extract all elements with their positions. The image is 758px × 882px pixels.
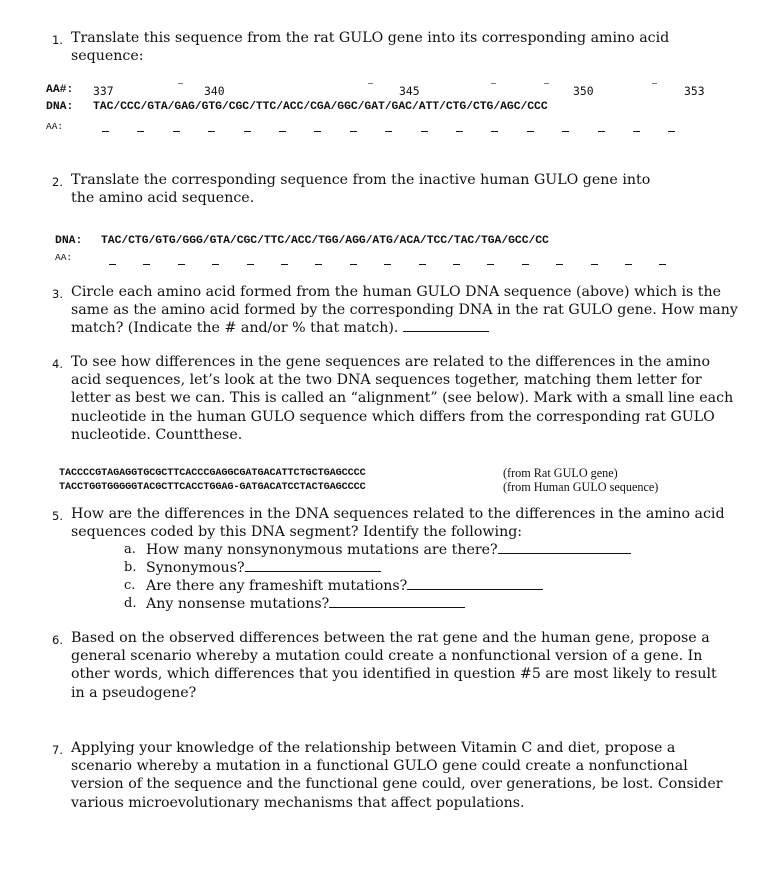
- amino-acid-answer-dash[interactable]: [668, 131, 675, 132]
- human-alignment-sequence[interactable]: TACCTGGTGGGGGTACGCTTCACCTGGAG-GATGACATCCTACTGAGCCCC: [59, 482, 366, 493]
- aa-number-350: 350: [573, 84, 594, 98]
- amino-acid-answer-dash[interactable]: [137, 131, 144, 132]
- question-7-line-3: version of the sequence and the functional gene could, over generations, be lost. Consider: [71, 776, 723, 793]
- question-1-line-1: Translate this sequence from the rat GULO gene into its corresponding amino acid: [71, 30, 670, 46]
- human-aa-label: AA:: [55, 252, 73, 263]
- question-4-line-1: To see how differences in the gene sequences are related to the differences in the amino: [71, 354, 710, 370]
- match-count-answer-blank[interactable]: [403, 319, 489, 332]
- question-1-line-2: sequence:: [71, 48, 144, 65]
- question-5c-text: Are there any frameshift mutations?: [146, 578, 408, 594]
- question-1-number: 1.: [52, 33, 63, 47]
- nonsense-answer-blank[interactable]: [329, 595, 465, 608]
- amino-acid-answer-dash[interactable]: [591, 264, 598, 265]
- question-2-number: 2.: [52, 175, 63, 189]
- rat-aa-label: AA:: [46, 121, 64, 132]
- amino-acid-answer-dash[interactable]: [281, 264, 288, 265]
- question-4-line-5: nucleotide. Countthese.: [71, 426, 243, 443]
- amino-acid-answer-dash[interactable]: [109, 264, 116, 265]
- amino-acid-answer-dash[interactable]: [102, 131, 109, 132]
- amino-acid-answer-dash[interactable]: [350, 264, 357, 265]
- amino-acid-answer-dash[interactable]: [598, 131, 605, 132]
- question-6-line-2: general scenario whereby a mutation could create a nonfunctional version of a gene. In: [71, 648, 703, 665]
- rat-alignment-sequence: TACCCCGTAGAGGTGCGCTTCACCCGAGGCGATGACATTCTGCTGAGCCCC: [59, 468, 366, 479]
- question-3-line-2: same as the amino acid formed by the corresponding DNA in the rat GULO gene. How many: [71, 302, 738, 319]
- rat-dna-label: DNA:: [46, 101, 74, 113]
- amino-acid-answer-dash[interactable]: [385, 131, 392, 132]
- position-tick: [491, 83, 496, 84]
- aa-number-337: 337: [93, 84, 114, 98]
- aa-number-353: 353: [684, 84, 705, 98]
- question-6-line-1: Based on the observed differences between the rat gene and the human gene, propose a: [71, 630, 710, 646]
- amino-acid-answer-dash[interactable]: [247, 264, 254, 265]
- question-5b-label: b.: [124, 560, 137, 575]
- question-5d-label: d.: [124, 596, 137, 611]
- amino-acid-answer-dash[interactable]: [314, 131, 321, 132]
- amino-acid-answer-dash[interactable]: [633, 131, 640, 132]
- aa-number-label: AA#:: [46, 84, 74, 96]
- human-dna-sequence: TAC/CTG/GTG/GGG/GTA/CGC/TTC/ACC/TGG/AGG/ATG/ACA/TCC/TAC/TGA/GCC/CC: [101, 235, 549, 247]
- question-2-line-1: Translate the corresponding sequence from the inactive human GULO gene into: [71, 172, 651, 188]
- amino-acid-answer-dash[interactable]: [421, 131, 428, 132]
- amino-acid-answer-dash[interactable]: [315, 264, 322, 265]
- position-tick: [368, 83, 373, 84]
- position-tick: [544, 83, 549, 84]
- amino-acid-answer-dash[interactable]: [556, 264, 563, 265]
- nonsynonymous-answer-blank[interactable]: [498, 541, 631, 554]
- question-7-line-4: various microevolutionary mechanisms that affect populations.: [71, 794, 525, 811]
- aa-number-345: 345: [399, 84, 420, 98]
- question-4-line-3: letter as best we can. This is called an “alignment” (see below). Mark with a small line each: [71, 390, 734, 407]
- position-tick: [652, 83, 657, 84]
- rat-dna-sequence: TAC/CCC/GTA/GAG/GTG/CGC/TTC/ACC/CGA/GGC/GAT/GAC/ATT/CTG/CTG/AGC/CCC: [93, 101, 548, 113]
- amino-acid-answer-dash[interactable]: [143, 264, 150, 265]
- amino-acid-answer-dash[interactable]: [173, 131, 180, 132]
- question-3-line-3: match? (Indicate the # and/or % that match).: [71, 320, 399, 337]
- amino-acid-answer-dash[interactable]: [659, 264, 666, 265]
- question-5c-label: c.: [124, 578, 136, 593]
- question-5a-text: How many nonsynonymous mutations are there?: [146, 542, 498, 558]
- amino-acid-answer-dash[interactable]: [212, 264, 219, 265]
- question-4-number: 4.: [52, 357, 63, 371]
- amino-acid-answer-dash[interactable]: [419, 264, 426, 265]
- question-7-line-1: Applying your knowledge of the relationship between Vitamin C and diet, propose a: [71, 740, 676, 756]
- question-2-line-2: the amino acid sequence.: [71, 190, 255, 207]
- question-6-line-4: in a pseudogene?: [71, 684, 197, 701]
- frameshift-answer-blank[interactable]: [407, 577, 543, 590]
- amino-acid-answer-dash[interactable]: [527, 131, 534, 132]
- human-alignment-source: (from Human GULO sequence): [503, 480, 659, 494]
- aa-number-340: 340: [204, 84, 225, 98]
- rat-alignment-source: (from Rat GULO gene): [503, 466, 618, 480]
- question-6-number: 6.: [52, 633, 63, 647]
- question-5-number: 5.: [52, 509, 63, 523]
- question-4-line-4: nucleotide in the human GULO sequence which differs from the corresponding rat GULO: [71, 408, 715, 425]
- amino-acid-answer-dash[interactable]: [279, 131, 286, 132]
- amino-acid-answer-dash[interactable]: [244, 131, 251, 132]
- question-3-line-1: Circle each amino acid formed from the human GULO DNA sequence (above) which is the: [71, 284, 722, 300]
- amino-acid-answer-dash[interactable]: [384, 264, 391, 265]
- amino-acid-answer-dash[interactable]: [625, 264, 632, 265]
- question-5a-label: a.: [124, 542, 136, 557]
- amino-acid-answer-dash[interactable]: [208, 131, 215, 132]
- amino-acid-answer-dash[interactable]: [562, 131, 569, 132]
- synonymous-answer-blank[interactable]: [245, 559, 381, 572]
- question-6-line-3: other words, which differences that you identified in question #5 are most likely to result: [71, 666, 717, 683]
- amino-acid-answer-dash[interactable]: [350, 131, 357, 132]
- question-5-line-1: How are the differences in the DNA sequences related to the differences in the amino acid: [71, 506, 725, 522]
- amino-acid-answer-dash[interactable]: [178, 264, 185, 265]
- question-5b-text: Synonymous?: [146, 560, 245, 576]
- amino-acid-answer-dash[interactable]: [453, 264, 460, 265]
- question-5-line-2: sequences coded by this DNA segment? Identify the following:: [71, 524, 523, 541]
- position-tick: [178, 83, 183, 84]
- question-3-number: 3.: [52, 287, 63, 301]
- question-5d-text: Any nonsense mutations?: [146, 596, 330, 612]
- question-7-line-2: scenario whereby a mutation in a functional GULO gene could create a nonfunctional: [71, 758, 688, 775]
- amino-acid-answer-dash[interactable]: [456, 131, 463, 132]
- human-dna-label: DNA:: [55, 235, 83, 247]
- amino-acid-answer-dash[interactable]: [522, 264, 529, 265]
- amino-acid-answer-dash[interactable]: [487, 264, 494, 265]
- amino-acid-answer-dash[interactable]: [491, 131, 498, 132]
- question-7-number: 7.: [52, 743, 63, 757]
- question-4-line-2: acid sequences, let’s look at the two DNA sequences together, matching them letter for: [71, 372, 702, 389]
